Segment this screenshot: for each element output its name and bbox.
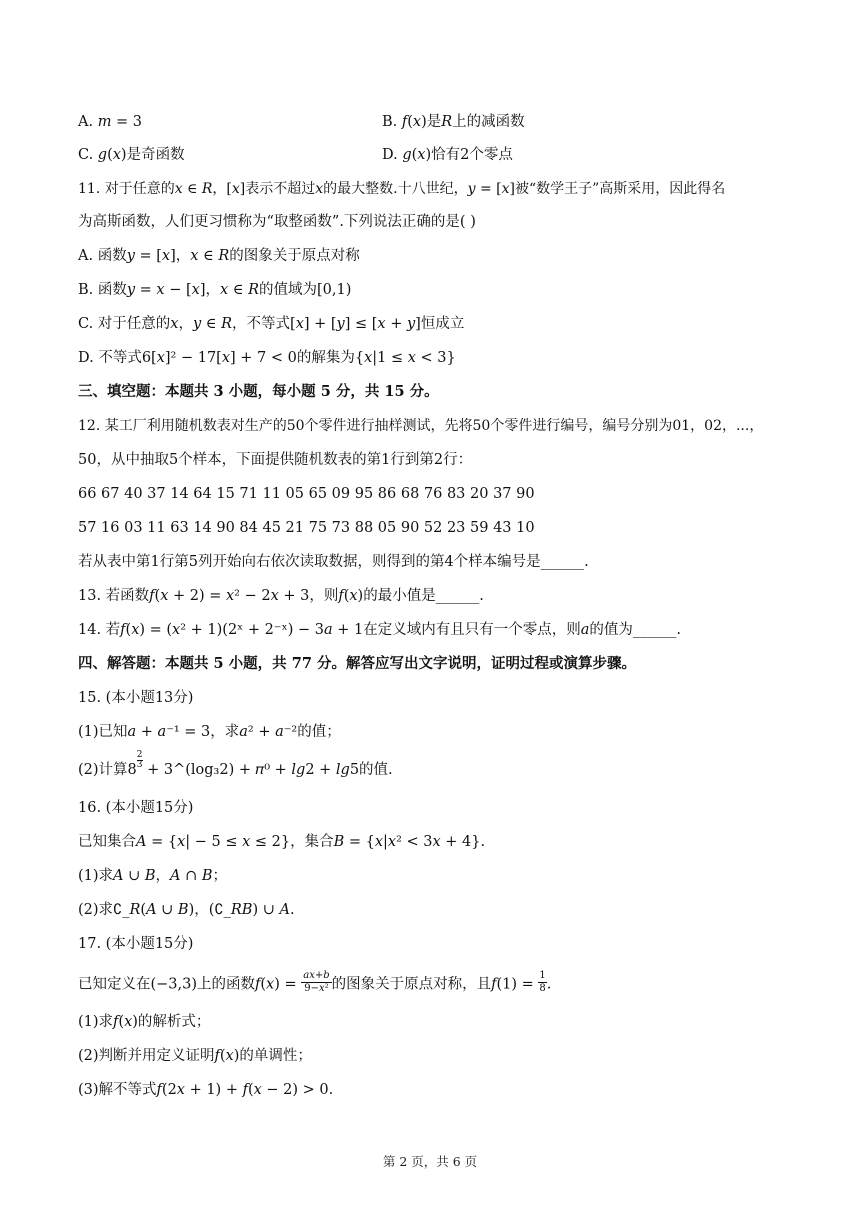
q12-question: 若从表中第1行第5列开始向右依次读取数据，则得到的第4个样本编号是______. — [78, 554, 589, 570]
q15-part1: (1)已知𝑎 + 𝑎⁻¹ = 3，求𝑎² + 𝑎⁻²的值； — [78, 724, 341, 740]
section-3-heading: 三、填空题：本题共 3 小题，每小题 5 分，共 15 分。 — [78, 383, 439, 400]
q17-value-fraction — [538, 970, 546, 995]
q17-stem-part-a: 已知定义在(−3,3)上的函数𝑓(𝑥) = — [78, 976, 302, 993]
q15-part2 — [78, 750, 393, 780]
q17-value-numerator: 1 — [539, 970, 546, 981]
q17-function-fraction — [301, 970, 331, 995]
q11-stem-line1: 11. 对于任意的𝑥 ∈ 𝑅，[𝑥]表示不超过𝑥的最大整数.十八世纪，𝑦 = [𝑥]被“数学王子”高斯采用，因此得名 — [78, 181, 726, 197]
q15-title: 15. (本小题13分) — [78, 690, 194, 706]
q17-fraction-numerator: 𝑎𝑥+𝑏 — [303, 970, 330, 981]
q17-stem-part-c: . — [546, 976, 552, 993]
q16-stem: 已知集合𝐴 = {𝑥| − 5 ≤ 𝑥 ≤ 2}，集合𝐵 = {𝑥|𝑥² < 3𝑥 + 4}. — [78, 834, 486, 850]
q17-part2: (2)判断并用定义证明𝑓(𝑥)的单调性； — [78, 1048, 312, 1064]
q12-line2: 50，从中抽取5个样本，下面提供随机数表的第1行到第2行： — [78, 452, 473, 468]
q15-part2-suffix: + 3^(log₃2) + 𝜋⁰ + 𝑙𝑔2 + 𝑙𝑔5的值. — [142, 762, 393, 778]
q15-part2-prefix: (2)计算8 — [78, 762, 137, 778]
q12-random-row2: 57 16 03 11 63 14 90 84 45 21 75 73 88 05 90 52 23 59 43 10 — [78, 520, 535, 536]
q10-option-b: B. 𝑓(𝑥)是𝑅上的减函数 — [382, 114, 525, 130]
q15-exponent-fraction — [137, 751, 143, 770]
section-4-heading: 四、解答题：本题共 5 小题，共 77 分。解答应写出文字说明，证明过程或演算步骤。 — [78, 655, 636, 672]
q17-value-denominator: 8 — [539, 983, 546, 994]
q17-stem — [78, 972, 551, 997]
q16-title: 16. (本小题15分) — [78, 800, 194, 816]
q11-option-a: A. 函数𝑦 = [𝑥]，𝑥 ∈ 𝑅的图象关于原点对称 — [78, 248, 360, 264]
q11-stem-line2: 为高斯函数，人们更习惯称为“取整函数”.下列说法正确的是( ) — [78, 214, 476, 230]
q17-fraction-denominator: 9−𝑥² — [304, 983, 329, 994]
q17-part1: (1)求𝑓(𝑥)的解析式； — [78, 1014, 211, 1030]
q15-exponent-denominator: 3 — [136, 760, 143, 770]
q11-option-b: B. 函数𝑦 = 𝑥 − [𝑥]，𝑥 ∈ 𝑅的值域为[0,1) — [78, 282, 352, 298]
q10-option-c: C. 𝑔(𝑥)是奇函数 — [78, 147, 185, 163]
q17-title: 17. (本小题15分) — [78, 936, 194, 952]
q17-part3: (3)解不等式𝑓(2𝑥 + 1) + 𝑓(𝑥 − 2) > 0. — [78, 1082, 334, 1098]
q15-exponent-numerator: 2 — [136, 750, 143, 760]
q10-option-a: A. 𝑚 = 3 — [78, 114, 143, 130]
page-footer: 第 2 页，共 6 页 — [382, 1154, 478, 1169]
q12-random-row1: 66 67 40 37 14 64 15 71 11 05 65 09 95 86 68 76 83 20 37 90 — [78, 486, 535, 502]
q13: 13. 若函数𝑓(𝑥 + 2) = 𝑥² − 2𝑥 + 3，则𝑓(𝑥)的最小值是______. — [78, 588, 484, 604]
q17-stem-part-b: 的图象关于原点对称，且𝑓(1) = — [331, 976, 539, 993]
q10-option-d: D. 𝑔(𝑥)恰有2个零点 — [382, 147, 513, 163]
q11-option-d: D. 不等式6[𝑥]² − 17[𝑥] + 7 < 0的解集为{𝑥|1 ≤ 𝑥 < 3} — [78, 350, 456, 366]
q11-option-c: C. 对于任意的𝑥，𝑦 ∈ 𝑅，不等式[𝑥] + [𝑦] ≤ [𝑥 + 𝑦]恒成立 — [78, 316, 465, 332]
q16-part2: (2)求∁_𝑅(𝐴 ∪ 𝐵)，(∁_𝑅𝐵) ∪ 𝐴. — [78, 902, 295, 918]
q16-part1: (1)求𝐴 ∪ 𝐵，𝐴 ∩ 𝐵； — [78, 868, 228, 884]
q14: 14. 若𝑓(𝑥) = (𝑥² + 1)(2ˣ + 2⁻ˣ) − 3𝑎 + 1在定义域内有且只有一个零点，则𝑎的值为______. — [78, 622, 681, 638]
q12-line1: 12. 某工厂利用随机数表对生产的50个零件进行抽样测试，先将50个零件进行编号，编号分别为01，02，...， — [78, 418, 764, 434]
